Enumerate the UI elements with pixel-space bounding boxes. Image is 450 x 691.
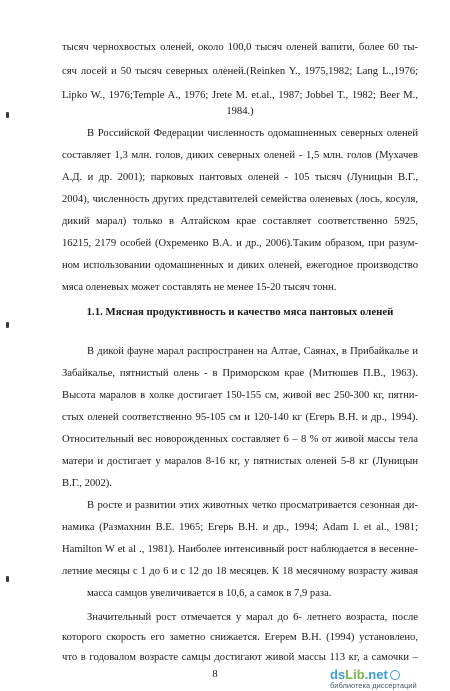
section-heading: 1.1. Мясная продуктивность и качество мяса пантовых оленей — [86, 306, 394, 318]
text-line: масса самцов увеличивается в 10,6, а самок в 7,9 раза. — [87, 588, 332, 599]
logo-ds: ds — [330, 667, 346, 682]
dslib-logo — [330, 668, 400, 682]
text-line: Забайкалье, пятнистый олень - в Приморском крае (Митюшев П.В., 1963). — [62, 368, 418, 379]
text-line: 16215, 2179 особей (Охременко В.А. и др., 2006).Таким образом, при разум- — [62, 238, 418, 249]
text-line: 2004), численность других представителей семейства оленевых (лось, косуля, — [62, 194, 418, 205]
margin-mark — [6, 112, 9, 118]
text-line: летние месяцы с 1 до 6 и с 12 до 18 месяцев. К 18 месячному возрасту живая — [62, 566, 418, 577]
logo-lib: Lib — [345, 667, 365, 682]
text-line: Относительный вес новорожденных составляет 6 – 8 % от живой массы тела — [62, 434, 418, 445]
text-line: мяса оленевых может составлять не менее 15-20 тысяч тонн. — [62, 282, 337, 293]
text-line: Высота маралов в холке достигает 150-155 см, живой вес 250-300 кг, пятни- — [62, 390, 418, 401]
text-line: 1984.) — [226, 106, 254, 117]
margin-mark — [6, 576, 9, 582]
text-line: Lipko W., 1976;Temple A., 1976; Jrete M. et.al., 1987; Jobbel T., 1982; Beer M., — [62, 90, 418, 101]
margin-mark — [6, 322, 9, 328]
text-line: В Российской Федерации численность одомашненных северных оленей — [87, 128, 418, 139]
text-line: ном использовании одомашненных и диких оленей, ежегодное производство — [62, 260, 418, 271]
logo-net: .net — [364, 667, 388, 682]
speech-bubble-icon — [390, 670, 400, 680]
text-line: В росте и развитии этих животных четко просматривается сезонная ди- — [87, 500, 418, 511]
text-line: В дикой фауне марал распространен на Алтае, Саянах, в Прибайкалье и — [87, 346, 418, 357]
text-line: дикий марал) только в Алтайском крае составляет соответственно 5925, — [62, 216, 418, 227]
text-line: В.Г., 2002). — [62, 478, 112, 489]
text-line: тысяч чернохвостых оленей, около 100,0 тысяч оленей вапити, более 60 ты- — [62, 42, 418, 53]
watermark-subtitle: библиотека диссертаций — [330, 681, 417, 690]
text-line: сяч лосей и 50 тысяч северных оленей.(Reinken Y., 1975,1982; Lang L.,1976; — [62, 66, 418, 77]
text-line: А.Д. и др. 2001); парковых пантовых оленей - 105 тысяч (Луницын В.Г., — [62, 172, 418, 183]
dslib-watermark — [330, 668, 448, 690]
page-number: 8 — [212, 669, 218, 680]
text-line: матери и достигает у маралов 8-16 кг, у пятнистых оленей 5-8 кг (Луницын — [62, 456, 418, 467]
text-line: составляет 1,3 млн. голов, диких северных оленей - 1,5 млн. голов (Мухачев — [62, 150, 418, 161]
text-line: что в годовалом возрасте самцы достигают живой массы 113 кг, а самочки – — [62, 652, 418, 663]
text-line: стых оленей соответственно 95-105 см и 120-140 кг (Егерь В.Н. и др., 1994). — [62, 412, 418, 423]
text-line: которого скорость его заметно снижается. Егерем В.Н. (1994) установлено, — [62, 632, 418, 643]
text-line: Hamilton W et al ., 1981). Наиболее интенсивный рост наблюдается в весенне- — [62, 544, 418, 555]
text-line: намика (Размахнин В.Е. 1965; Егерь В.Н. и др., 1994; Adam I. et al., 1981; — [62, 522, 418, 533]
text-line: Значительный рост отмечается у марал до 6- летнего возраста, после — [87, 612, 418, 623]
